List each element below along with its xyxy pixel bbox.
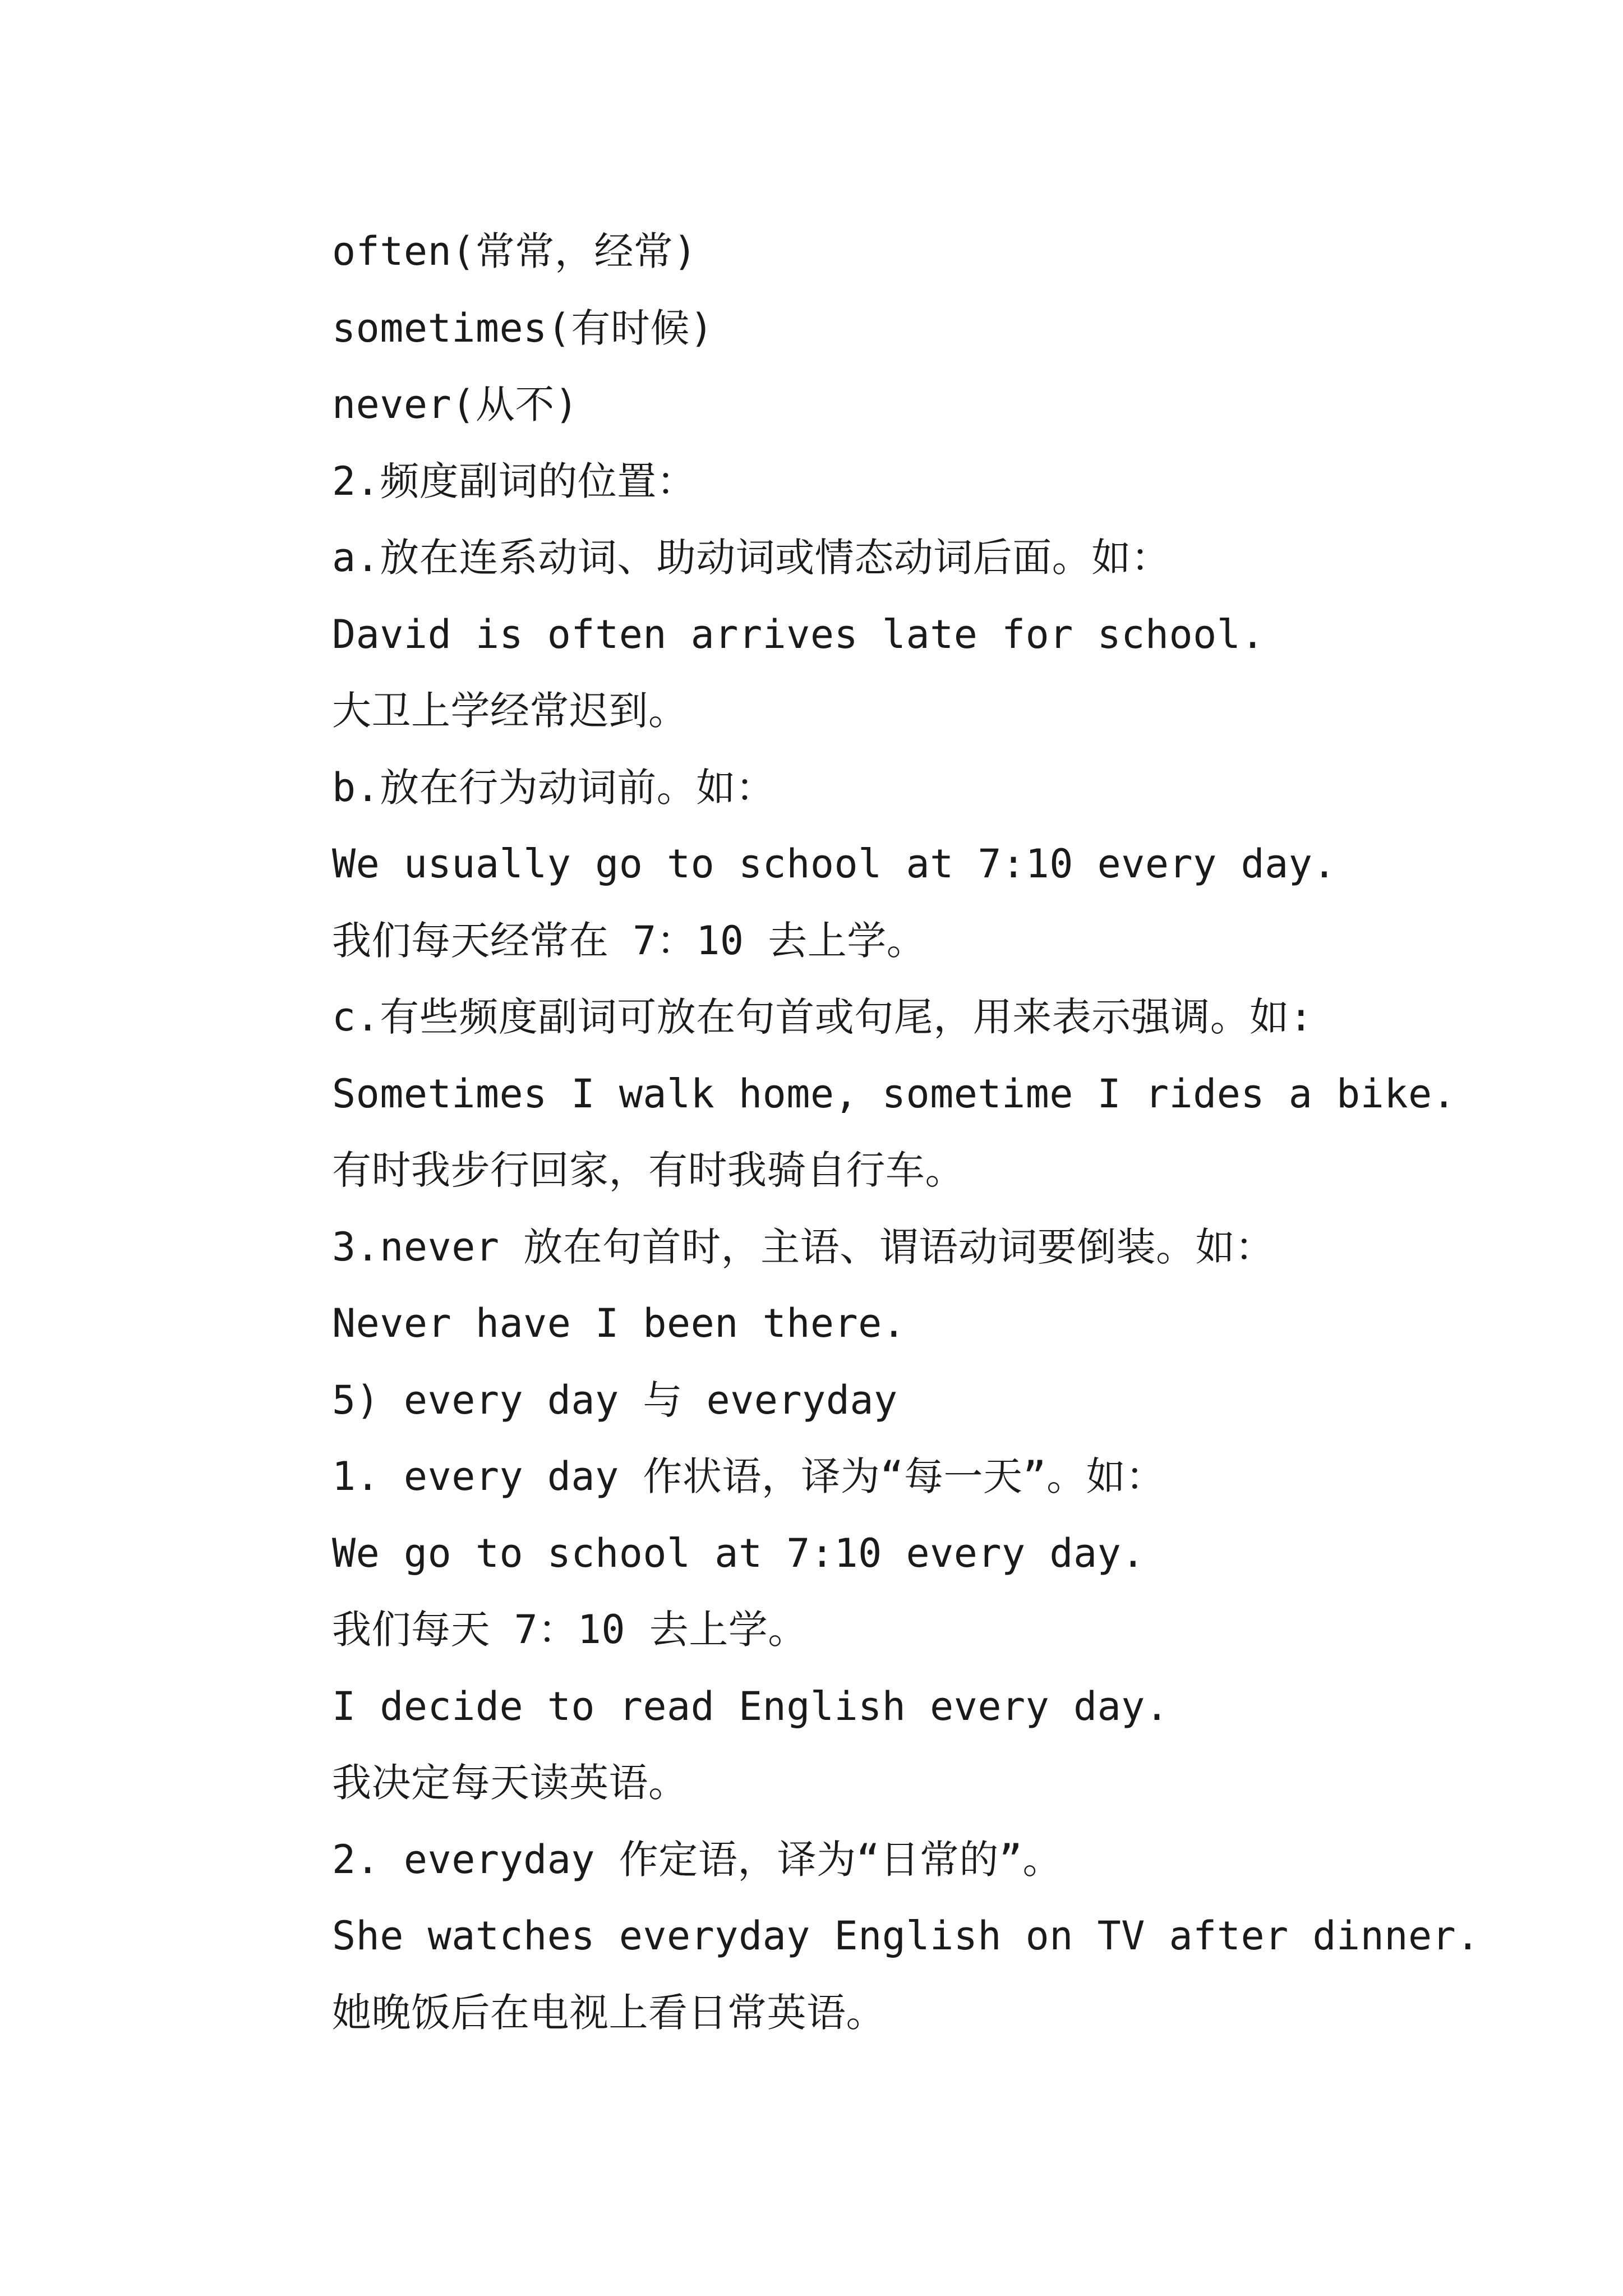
translation-line: 大卫上学经常迟到。 (332, 688, 688, 734)
document-body (332, 213, 1480, 2051)
example-sentence: Never have I been there. (332, 1300, 906, 1346)
text-line: 2. everyday 作定语，译为“日常的”。 (332, 1836, 1063, 1883)
text-line: never(从不) (332, 381, 579, 427)
example-sentence: She watches everyday English on TV after dinner. (332, 1913, 1480, 1959)
example-sentence: Sometimes I walk home, sometime I rides a bike. (332, 1070, 1456, 1117)
section-heading: 5) every day 与 everyday (332, 1377, 898, 1423)
translation-line: 我们每天 7：10 去上学。 (332, 1607, 808, 1653)
text-line: 1. every day 作状语，译为“每一天”。如： (332, 1453, 1165, 1499)
example-sentence: I decide to read English every day. (332, 1683, 1169, 1729)
text-line: c.有些频度副词可放在句首或句尾，用来表示强调。如: (332, 994, 1313, 1040)
text-line: often(常常，经常) (332, 228, 698, 274)
translation-line: 我决定每天读英语。 (332, 1760, 688, 1806)
translation-line: 有时我步行回家，有时我骑自行车。 (332, 1147, 965, 1193)
example-sentence: We usually go to school at 7:10 every day. (332, 841, 1337, 887)
translation-line: 我们每天经常在 7：10 去上学。 (332, 917, 926, 964)
text-line: b.放在行为动词前。如： (332, 764, 776, 811)
example-sentence: We go to school at 7:10 every day. (332, 1530, 1145, 1576)
text-line: sometimes(有时候) (332, 305, 714, 351)
section-heading: 2.频度副词的位置： (332, 458, 697, 504)
example-sentence: David is often arrives late for school. (332, 611, 1265, 657)
section-heading: 3.never 放在句首时，主语、谓语动词要倒装。如： (332, 1223, 1275, 1270)
translation-line: 她晚饭后在电视上看日常英语。 (332, 1989, 886, 2036)
text-line: a.放在连系动词、助动词或情态动词后面。如： (332, 535, 1171, 581)
